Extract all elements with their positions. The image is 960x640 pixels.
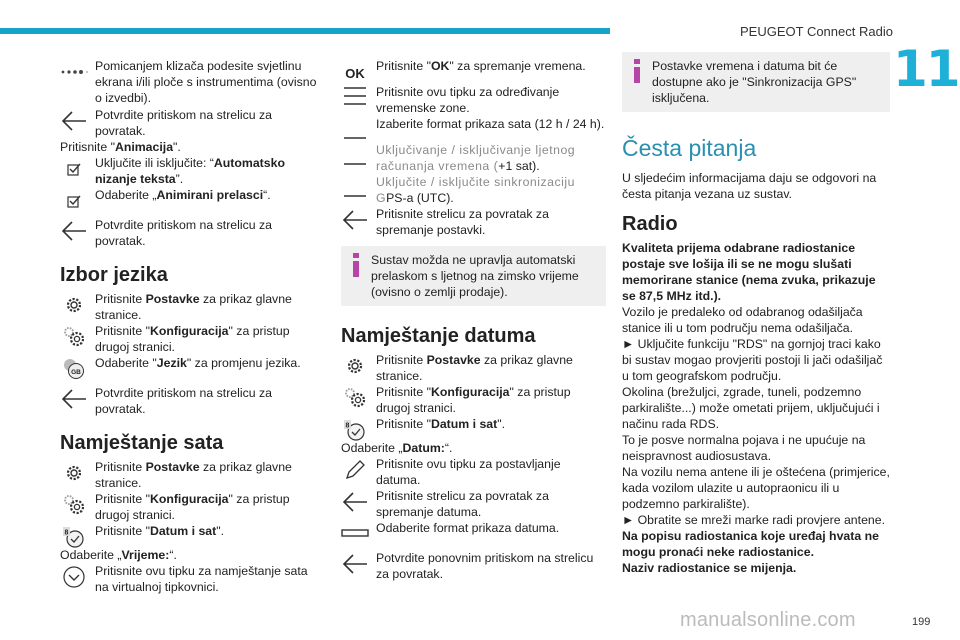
step-format: Izaberite format prikaza sata (12 h / 24 h). [341,116,606,132]
back-arrow-icon [60,389,88,409]
info-note-dst: Sustav možda ne upravlja automatski prelaskom s ljetnog na zimsko vrijeme (ovisno o zemlji prodaje). [341,246,606,306]
time-select-instruction: Odaberite „Vrijeme:“. [60,548,177,562]
brand-title: PEUGEOT Connect Radio [740,24,893,39]
step-date-save: Pritisnite strelicu za povratak za spremanje datuma. [341,488,606,520]
step-time-config: Pritisnite "Konfiguracija" za pristup drugoj stranici. [60,491,322,523]
step-select-transitions: Odaberite „Animirani prelasci“. [60,187,322,203]
faq-question: Kvaliteta prijema odabrane radiostanice postaje sve lošija ili se ne mogu slušati memorirane stanice (nema zvuka, prikazuje se 87,5 MHz itd.). [622,241,876,303]
step-time-settings: Pritisnite Postavke za prikaz glavne stranice. [60,459,322,491]
step-timezone: Pritisnite ovu tipku za određivanje vremenske zone. [341,84,606,116]
info-icon [634,59,640,83]
format-bar-icon [341,523,369,543]
faq-answer: ► Obratite se mreži marke radi provjere antene. [622,513,885,527]
faq-intro: U sljedećim informacijama daju se odgovori na česta pitanja vezana uz sustav. [622,171,877,201]
faq-answer: Okolina (brežuljci, zgrade, tuneli, podzemno parkiralište...) može ometati prijem, uključujući i načinu rada RDS. [622,385,880,431]
section-title-date: Namještanje datuma [341,325,536,347]
watermark: manualsonline.com [680,609,856,631]
faq-answer: ► Uključite funkciju "RDS" na gornjoj traci kako bi sustav mogao provjeriti postoji li jači odašiljač u tom geografskom području. [622,337,883,383]
date-select-instruction: Odaberite „Datum:“. [341,441,453,455]
section-title-language: Izbor jezika [60,264,168,286]
step-date-config: Pritisnite "Konfiguracija" za pristup drugoj stranici. [341,384,606,416]
faq-answer: Vozilo je predaleko od odabranog odašiljača stanice ili u tom području nema odašiljača. [622,305,863,335]
toggle-line-icon [341,186,369,206]
svg-text:8: 8 [345,422,350,430]
step-ok: OK Pritisnite "OK" za spremanje vremena. [341,58,606,74]
back-arrow-icon [60,221,88,241]
animation-instruction: Pritisnite "Animacija". [60,140,181,154]
step-dst: Uključivanje / isključivanje ljetnog računanja vremena (+1 sat). [341,142,606,174]
menu-lines-icon [341,86,369,106]
info-icon [353,253,359,277]
gear-icon [60,295,88,315]
back-arrow-icon [341,210,369,230]
svg-text:8: 8 [64,529,69,537]
double-gear-icon [60,327,88,347]
step-lang-confirm: Potvrdite pritiskom na strelicu za povratak. [60,385,322,417]
chapter-number: 11 [893,40,959,98]
step-toggle-autoscroll: Uključite ili isključite: “Automatsko nizanje teksta”. [60,155,322,187]
column-left [60,58,322,595]
step-confirm-2: Potvrdite pritiskom na strelicu za povratak. [60,217,322,249]
step-confirm [60,107,322,139]
faq-answer: To je posve normalna pojava i ne upućuje na neispravnost audiosustava. [622,433,866,463]
step-lang-settings: Pritisnite Postavke za prikaz glavne stranice. [60,291,322,323]
step-date-datetime: 8 Pritisnite "Datum i sat". [341,416,606,432]
checkbox-toggle-icon [60,159,88,179]
clock-icon [60,527,88,547]
checkbox-toggle-icon [60,191,88,211]
step-save-settings: Pritisnite strelicu za povratak za spremanje postavki. [341,206,606,238]
faq-answer: Na vozilu nema antene ili je oštećena (primjerice, kada vozilom ulazite u autopraonicu ili u podzemno parkiralište). [622,465,890,511]
step-gps-sync: Uključite / isključite sinkronizaciju GPS-a (UTC). [341,174,606,206]
section-title-faq: Česta pitanja [622,135,757,161]
faq-question: Na popisu radiostanica koje uređaj hvata ne mogu pronaći neke radiostanice. [622,529,879,559]
step-date-settings: Pritisnite Postavke za prikaz glavne stranice. [341,352,606,384]
step-text: Pomicanjem klizača podesite svjetlinu ekrana i/ili ploče s instrumentima (ovisno o izvedbi). [95,59,317,105]
svg-text:GB: GB [71,369,81,376]
step-date-format: Odaberite format prikaza datuma. [341,520,606,536]
faq-question: Naziv radiostanice se mijenja. [622,561,797,575]
toggle-line-icon [341,154,369,174]
header-accent-bar [0,28,610,34]
info-note-gps: Postavke vremena i datuma bit će dostupne ako je "Sinkronizacija GPS" isključena. [622,52,890,112]
double-gear-icon [60,495,88,515]
page-number: 199 [912,616,931,628]
double-gear-icon [341,388,369,408]
ok-button-icon: OK [345,66,365,81]
step-date-confirm: Potvrdite ponovnim pritiskom na strelicu za povratak. [341,550,606,582]
slider-dots-icon [60,62,88,82]
gear-icon [60,463,88,483]
gear-icon [341,356,369,376]
step-time-keyboard: Pritisnite ovu tipku za namještanje sata na virtualnoj tipkovnici. [60,563,322,595]
step-brightness [60,58,322,106]
back-arrow-icon [341,492,369,512]
pencil-icon [341,460,369,480]
step-date-set: Pritisnite ovu tipku za postavljanje datuma. [341,456,606,488]
back-arrow-icon [341,554,369,574]
language-flag-icon [60,359,88,379]
clock-icon [341,420,369,440]
chevron-circle-icon [60,567,88,587]
back-arrow-icon [60,111,88,131]
step-lang-select: GB Odaberite "Jezik" za promjenu jezika. [60,355,322,371]
step-lang-config: Pritisnite "Konfiguracija" za pristup drugoj stranici. [60,323,322,355]
step-text: Potvrdite pritiskom na strelicu za povratak. [95,108,273,138]
column-right [622,52,890,576]
section-title-radio: Radio [622,213,678,235]
column-middle [341,58,606,582]
step-time-datetime: 8 Pritisnite "Datum i sat". [60,523,322,539]
section-title-time: Namještanje sata [60,432,224,454]
